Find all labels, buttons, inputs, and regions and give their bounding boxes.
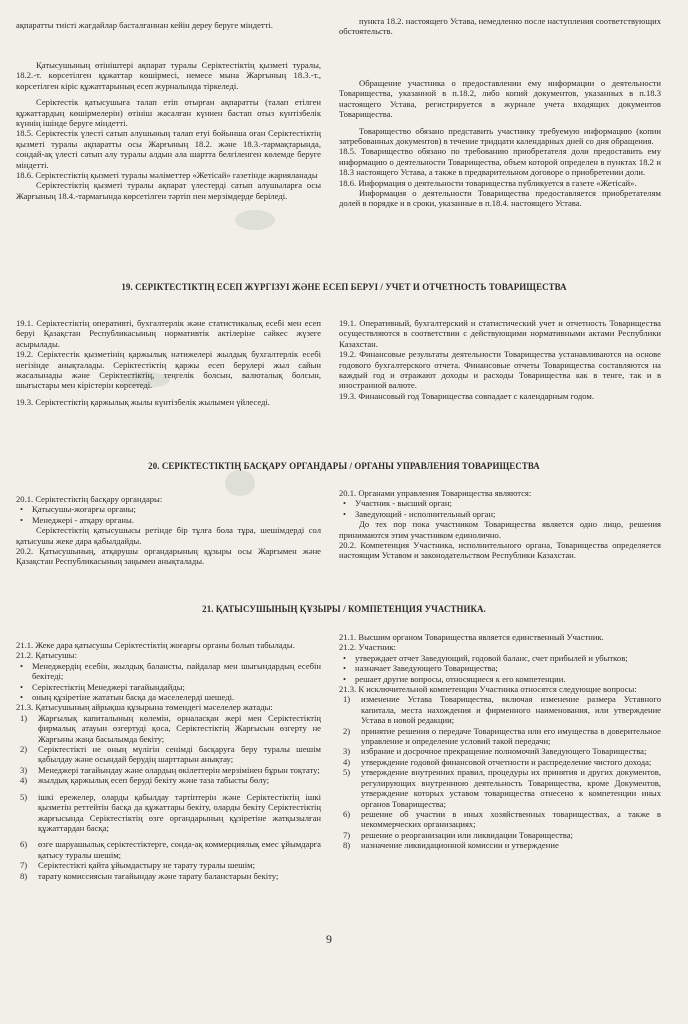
sec19-left-column	[16, 318, 321, 407]
item-number: 3)	[343, 746, 351, 757]
item-number: 4)	[343, 756, 351, 767]
sec18-right-column	[339, 78, 661, 209]
top-right-text	[339, 16, 661, 37]
item-number: 1)	[343, 694, 351, 705]
paragraph: Серіктестіктің қызметі туралы ақпарат үлестерді сатып алушыларға осы Жарғының 18.4.-тармағында көрсетілген тәртіп пен мерзімдерде беріледі.	[16, 180, 321, 201]
item-text: Менеджері тағайындау және олардың өкілеттерін мерзімінен бұрын тоқтату;	[38, 764, 320, 775]
item-number: 2)	[343, 725, 351, 736]
paragraph: Товарищество обязано представить участнику требуемую информацию (копии затребованных документов) в течение тридцати календарных дней со дня обращения.	[339, 125, 661, 147]
numbered-item	[16, 775, 321, 785]
top-left-text	[16, 20, 321, 30]
bullet-item: • назначает Заведующего Товарищества;	[339, 663, 661, 673]
paragraph-21-2: 21.2. Қатысушы:	[16, 650, 77, 661]
paper-smudge	[235, 210, 275, 230]
paragraph-19-2: 19.2. Финансовые результаты деятельности Товарищества устанавливаются на основе годового бухгалтерского отчета. Финансовые отчеты Товарищества составляются на каждый год и отражают доходы и расходы Товарищества как в тенге, так и в иностранной валюте.	[339, 349, 661, 391]
paper-smudge	[225, 470, 255, 496]
numbered-item	[16, 792, 321, 834]
item-text: избрание и досрочное прекращение полномочий Заведующего Товарищества;	[361, 746, 647, 757]
paragraph-21-2: 21.2. Участник:	[339, 642, 396, 653]
numbered-item	[339, 830, 661, 840]
item-text: Серіктестікті не оның мүлігін сенімді басқаруға беру туралы шешім қабылдау және осындай берудің шарттарын анықтау;	[38, 744, 321, 765]
item-text: решение об участии в иных хозяйственных товариществах, а также в некоммерческих организациях;	[361, 808, 661, 830]
sec20-left-column	[16, 494, 321, 567]
paragraph-19-2: 19.2. Серіктестік қызметінің қаржылық нәтижелері жылдық бухгалтерлік есебі негізінде анықталады. Серіктестіктің қаржы есеп берулері жыл сайын жасалынады және Серіктестіктің, теңгелік болсын, валюталық болсын, шығыстары мен кірістерін көрсетеді.	[16, 349, 321, 391]
paragraph: Қатысушының өтініштері ақпарат туралы Серіктестіктің қызметі туралы, 18.2.-т. көрсетілген құжаттар көшірмесі, немесе мына Жарғының 18.3.-т., көрсетілген кіріс құжаттарының есеп журналында тіркеледі.	[16, 60, 321, 91]
item-text: Жарғылық капиталының көлемін, орналасқан жері мен Серіктестіктің фирмалық атауын өзгертуді қоса, Серіктестіктің Жарғысын өзгерту не Жарғыны жаңа басылымда бекіту;	[38, 712, 321, 744]
numbered-item	[339, 809, 661, 830]
item-number: 1)	[20, 712, 28, 723]
paragraph-21-1: 21.1. Высшим органом Товарищества является единственный Участник.	[339, 632, 604, 642]
item-number: 3)	[20, 764, 28, 775]
numbered-item	[339, 746, 661, 756]
paragraph-20-1: 20.1. Органами управления Товарищества являются:	[339, 488, 532, 498]
item-text: жылдық қаржылық есеп беруді бекіту және таза табысты бөлу;	[38, 775, 270, 786]
paragraph: Серіктестік қатысушыға талап етіп отырған ақпаратты (талап етілген құжаттардың көшірмелерін) өтініш жасалған күннен бастап отыз күнтізбелік күннің ішінде беруге міндетті.	[16, 97, 321, 129]
paragraph-21-3: 21.3. Қатысушының айрықша құзырына төмендегі мәселелер жатады:	[16, 702, 273, 713]
bullet-item: • утверждает отчет Заведующий, годовой баланс, счет прибылей и убытков;	[339, 653, 661, 663]
sec21-left-column	[16, 640, 321, 881]
paragraph: Информация о деятельности Товарищества предоставляется приобретателям долей в порядке и в сроки, указанные в п.18.4. настоящего Устава.	[339, 188, 661, 209]
continuation-paragraph: ақпаратты тиісті жағдайлар басталғаннан кейін дереу беруге міндетті.	[16, 20, 273, 30]
paragraph-21-1: 21.1. Жеке дара қатысушы Серіктестіктің жоғарғы органы болып табылады.	[16, 640, 295, 650]
bullet-item: • Менеджері - атқару органы.	[16, 515, 321, 525]
item-number: 7)	[343, 829, 351, 840]
item-text: ішкі ережелер, оларды қабылдау тәртіптерін және Серіктестіктің ішкі қызметін реттейтін басқа да құжаттары бекіту, оларды бекіту Серіктестіктің жарғысында Серіктестіктің өзге органдарының құзіретіне жатқызылған құжаттардан басқа;	[38, 791, 321, 833]
sec18-left-column	[16, 60, 321, 201]
page-number: 9	[326, 932, 332, 946]
item-number: 8)	[20, 870, 28, 881]
bullet-item: • оның құзіретіне жататын басқа да мәселелерді шешеді.	[16, 692, 321, 702]
paragraph-18-5: 18.5. Товарищество обязано по требованию приобретателя доли предоставить ему информацию о деятельности Товарищества, объем которой определен в пунктах 18.2 и 18.3 настоящего Устава, а также в предварительном договоре о приобретении доли.	[339, 146, 661, 178]
numbered-item	[339, 694, 661, 725]
numbered-item	[339, 840, 661, 850]
item-number: 5)	[343, 767, 351, 778]
item-number: 2)	[20, 744, 28, 755]
paragraph-19-1: 19.1. Серіктестіктің оперативті, бухгалтерлік және статистикалық есебі мен есеп беруі Қазақстан Республикасының нормативтік актілеріне сәйкес жүзеге асырылады.	[16, 318, 321, 349]
item-number: 6)	[20, 839, 28, 850]
item-text: утверждение годовой финансовой отчетности и распределение чистого дохода;	[361, 756, 652, 767]
section-20-heading: 20. СЕРІКТЕСТІКТІҢ БАСҚАРУ ОРГАНДАРЫ / ОРГАНЫ УПРАВЛЕНИЯ ТОВАРИЩЕСТВА	[148, 461, 540, 471]
paragraph-21-3: 21.3. К исключительной компетенции Участника относятся следующие вопросы:	[339, 684, 637, 695]
item-number: 5)	[20, 791, 28, 802]
numbered-item	[339, 726, 661, 747]
item-number: 4)	[20, 775, 28, 786]
item-text: назначение ликвидационной комиссии и утверждение	[361, 840, 559, 851]
item-text: Серіктестікті қайта ұйымдастыру не тарату туралы шешім;	[38, 860, 255, 871]
item-text: тарату комиссиясын тағайындау және тарату баланстарын бекіту;	[38, 870, 279, 881]
item-number: 6)	[343, 808, 351, 819]
numbered-item	[339, 757, 661, 767]
paragraph: Серіктестіктің қатысушысы ретінде бір тұлға бола тұра, шешімдерді сол қатысушы жеке дара қабылдайды.	[16, 525, 321, 546]
sec19-right-column	[339, 318, 661, 401]
bullet-item: • решает другие вопросы, относящиеся к его компетенции.	[339, 674, 661, 684]
paragraph-19-1: 19.1. Оперативный, бухгалтерский и статистический учет и отчетность Товарищества осуществляются в соответствии с действующими нормативными актами Республики Казахстан.	[339, 318, 661, 349]
bullet-item: • Қатысушы-жоғарғы органы;	[16, 504, 321, 514]
bullet-item: • Участник - высший орган;	[339, 498, 661, 508]
paragraph-18-5: 18.5. Серіктестік үлесті сатып алушының талап етуі бойынша оған Серіктестіктің қызметі туралы ақпаратты осы Жарғының 18.2. және 18.3.-тармақтарында, сондай-ақ үлесті сатып алу туралы алдын ала шартта белгіленген көлемде беруге міндетті.	[16, 128, 321, 170]
numbered-item	[16, 860, 321, 870]
paragraph: До тех пор пока участником Товарищества является одно лицо, решения принимаются этим участником единолично.	[339, 519, 661, 540]
numbered-item	[16, 713, 321, 744]
numbered-item	[16, 871, 321, 881]
item-number: 8)	[343, 840, 351, 851]
item-text: утверждение внутренних правил, процедуры их принятия и других документов, регулирующих внутреннюю деятельность Товарищества, кроме Документов, утверждение которых уставом товарищества отнесено к компетенции иных органов Товарищества;	[361, 767, 661, 809]
item-text: изменение Устава Товарищества, включая изменение размера Уставного капитала, места нахождения и фирменного наименования, или утверждение Устава в новой редакции;	[361, 694, 661, 726]
item-text: принятие решения о передаче Товарищества или его имущества в доверительное управление и определение условий такой передачи;	[361, 725, 661, 747]
numbered-item	[16, 744, 321, 765]
item-text: өзге шаруашылық серіктестіктерге, сонда-ақ коммерциялық емес ұйымдарға қатысу туралы шешім;	[38, 839, 321, 860]
paragraph-18-6: 18.6. Информация о деятельности товарищества публикуется в газете «Жетісай».	[339, 177, 637, 188]
section-19-heading: 19. СЕРІКТЕСТІКТІҢ ЕСЕП ЖҮРГІЗУІ ЖӘНЕ ЕСЕП БЕРУІ / УЧЕТ И ОТЧЕТНОСТЬ ТОВАРИЩЕСТВА	[121, 282, 567, 292]
paragraph-19-3: 19.3. Серіктестіктің қаржылық жылы күнтізбелік жылымен үйлеседі.	[16, 396, 270, 407]
item-text: решение о реорганизации или ликвидации Товарищества;	[361, 829, 573, 840]
paragraph-20-2: 20.2. Қатысушының, атқарушы органдарының құзыры осы Жарғымен және Қазақстан Республикасының заңымен анықталады.	[16, 546, 321, 567]
sec21-right-column	[339, 632, 661, 851]
numbered-item	[16, 765, 321, 775]
item-number: 7)	[20, 860, 28, 871]
bullet-item: • Серіктестіктің Менеджері тағайындайды;	[16, 682, 321, 692]
paragraph: Обращение участника о предоставлении ему информации о деятельности Товарищества, указанной в п.18.2, либо копий документов, указанных в п.18.3 настоящего Устава, регистрируется в журнале учета входящих документов Товарищества.	[339, 78, 661, 120]
bullet-item: • Менеджердің есебін, жылдық балансты, пайдалар мен шығындардың есебін бекітеді;	[16, 661, 321, 682]
paragraph-20-1: 20.1. Серіктестіктің басқару органдары:	[16, 494, 163, 504]
continuation-paragraph: пункта 18.2. настоящего Устава, немедленно после наступления соответствующих обстоятельств.	[339, 16, 661, 37]
paragraph-18-6: 18.6. Серіктестіктің қызметі туралы мәліметтер «Жетісай» газетінде жарияланады	[16, 170, 318, 181]
sec20-right-column	[339, 488, 661, 561]
paragraph-19-3: 19.3. Финансовый год Товарищества совпадает с календарным годом.	[339, 390, 594, 401]
numbered-item	[339, 767, 661, 809]
paragraph-20-2: 20.2. Компетенция Участника, исполнительного органа, Товарищества определяется настоящим Уставом и законодательством Республики Казахстан.	[339, 540, 661, 561]
section-21-heading: 21. ҚАТЫСУШЫНЫҢ ҚҰЗЫРЫ / КОМПЕТЕНЦИЯ УЧАСТНИКА.	[202, 604, 486, 614]
numbered-item	[16, 839, 321, 860]
bullet-item: • Заведующий - исполнительный орган;	[339, 509, 661, 519]
